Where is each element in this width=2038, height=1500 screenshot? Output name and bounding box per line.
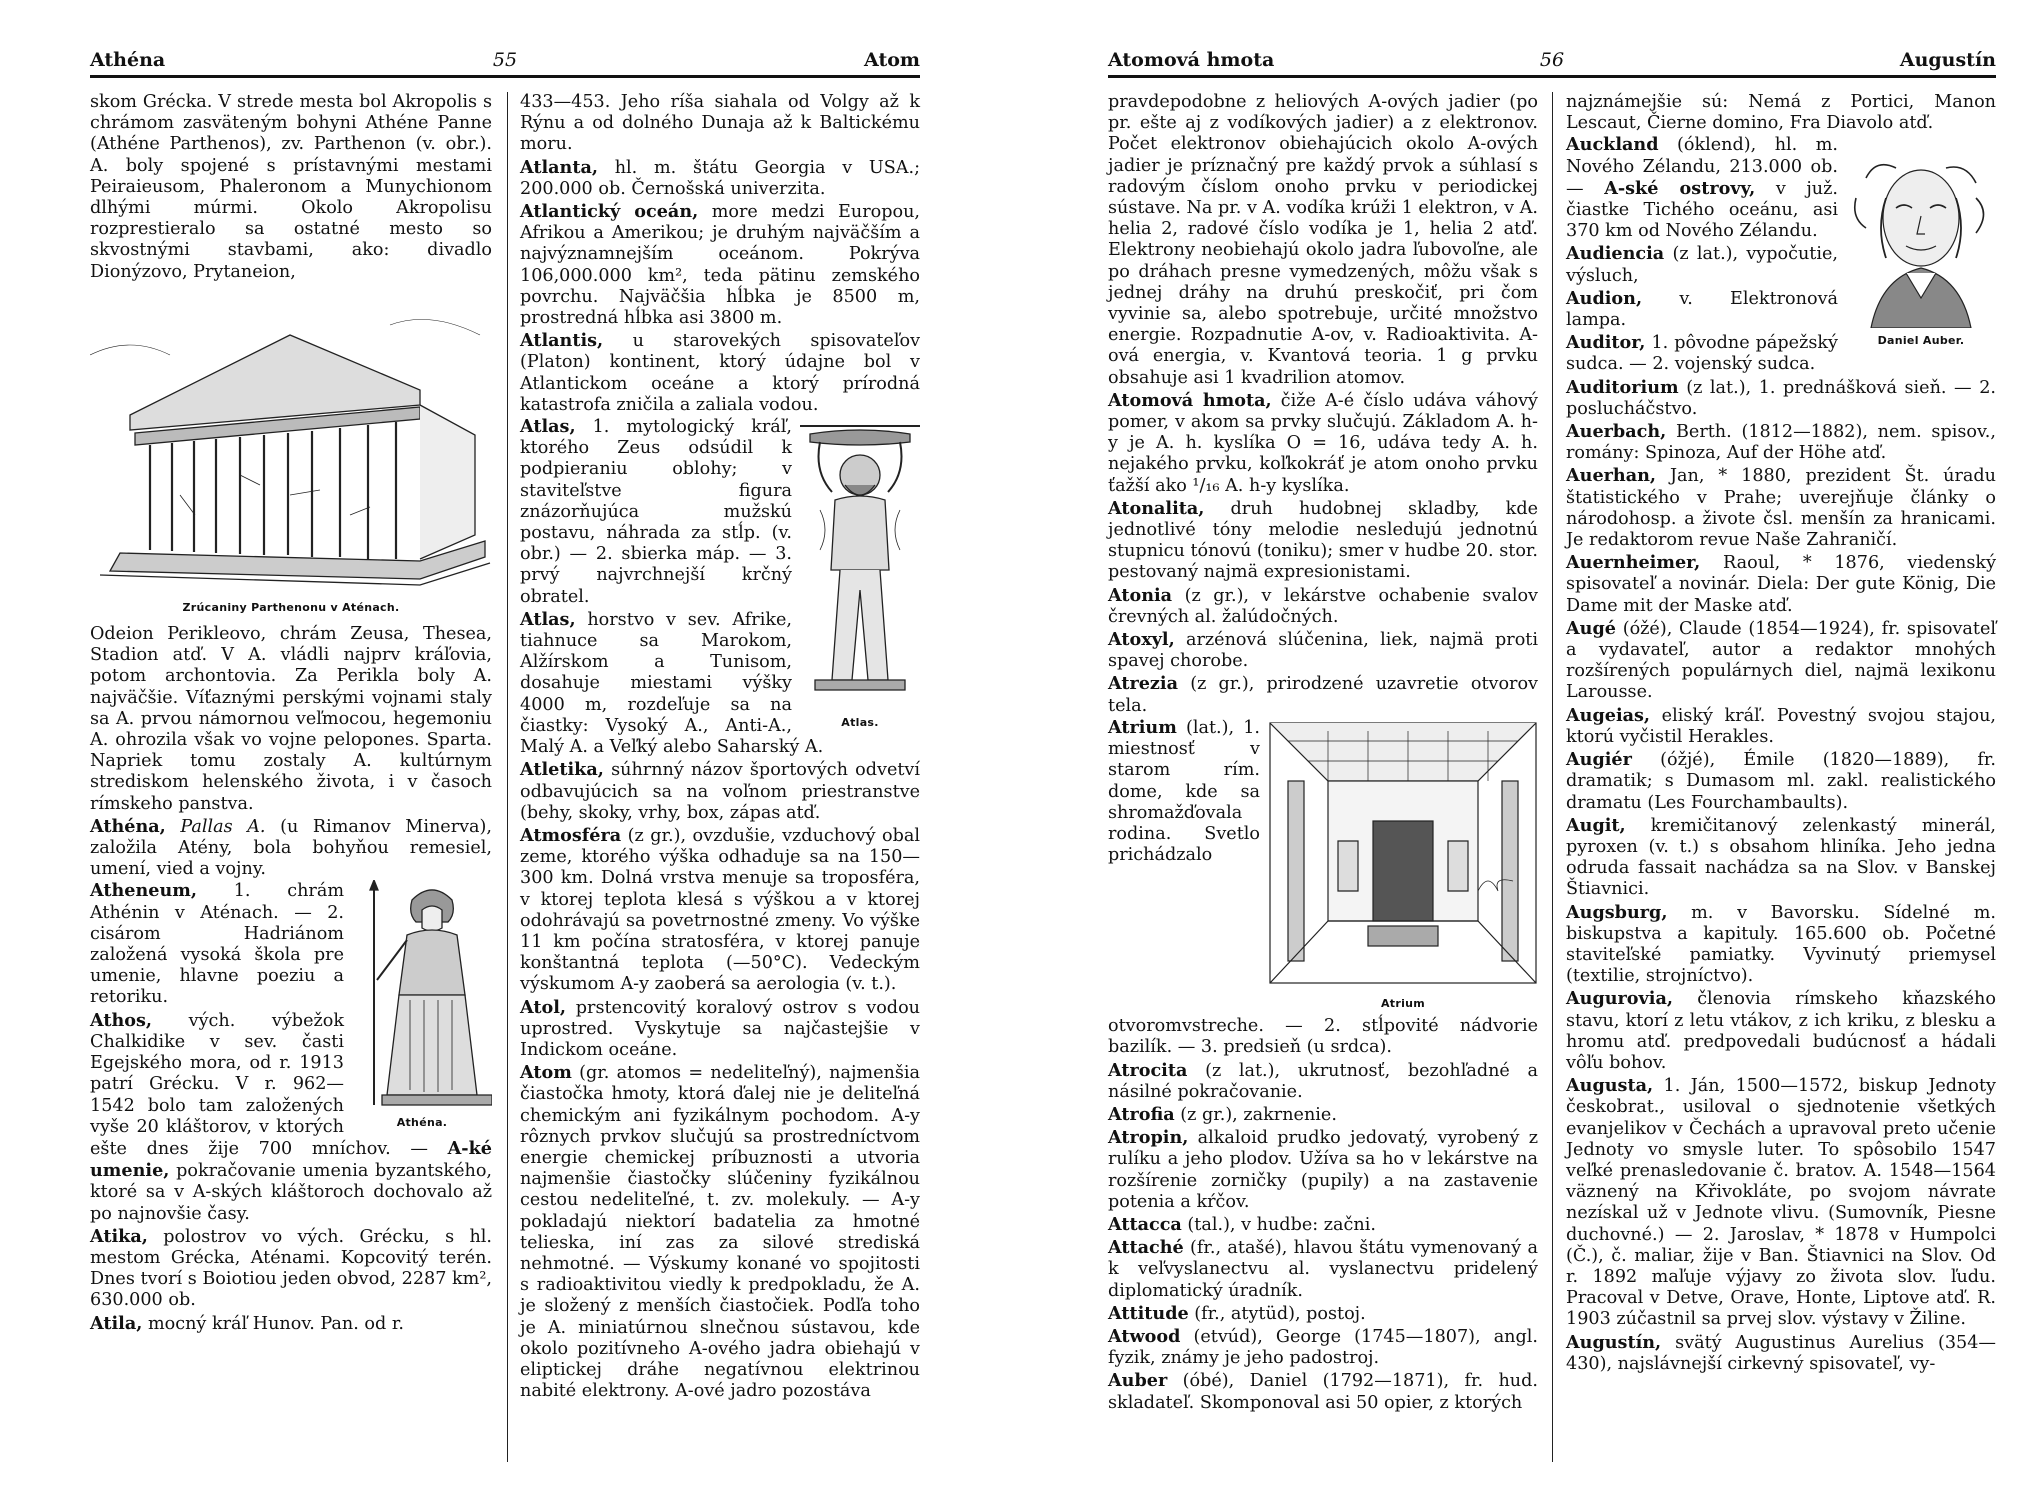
headword: Augurovia, [1566, 988, 1673, 1010]
entry-augit: Augit, kremičitanový zelenkastý minerál, pyroxen (v. t.) s obsahom hliníka. Jeho jedna odruda fassait nachádza sa na Slov. v Banskej Štiavnici. [1566, 814, 1997, 900]
entry-audiencia: Audiencia (z lat.), vypočutie, výsluch, [1566, 243, 1838, 286]
headword: Audion, [1566, 287, 1643, 309]
entry-atmosfera: Atmosféra (z gr.), ovzdušie, vzduchový obal zeme, ktorého výška odhaduje sa na 150—300 km. Dolná vrstva menuje sa troposféra, v ktorej teplota klesá s výškou a v ktorej odohrávajú sa povetrnostné zmeny. Vo výške 11 km počína stratosféra, v ktorej panuje konštantná teplota (—50°C). Vedeckým výskumom A-y zaoberá sa aerologia (v. t.). [520, 824, 921, 995]
entry-atrium: Atrium (lat.), 1. miestnosť v starom rím. dome, kde sa shromažďovala rodina. Svetlo prichádzalo otvoromvstreche. — 2. stĺpovité nádvorie bazilík. — 3. predsieň (u srdca). [1108, 716, 1538, 1058]
entry-auckland: Auckland (óklend), hl. m. Nového Zélandu, 213.000 ob. — A-ské ostrovy, v juž. čiastke Tichého oceánu, asi 370 km od Nového Zélandu. [1566, 134, 1839, 242]
entry-atika: Atika, polostrov vo vých. Grécku, s hl. mestom Grécka, Aténami. Kopcovitý terén. Dnes tvorí s Boiotiou jeden obvod, 2287 km², 630.000 ob. [90, 1225, 492, 1311]
headword: Attitude [1108, 1302, 1189, 1324]
entry-augusta: Augusta, 1. Ján, 1500—1572, biskup Jednoty českobrat., usiloval o sjednotenie všetkých evanjelikov v Čechách a upravoval preto učenie Jednoty vo smysle luter. To spôsobilo 1547 veľké prenasledovanie č. bratov. A. 1548—1564 väznený na Křivokláte, po svojom návrate nezískal už v Jednote vlivu. (Sumovník, Piesne duchovné.) — 2. Jaroslav, * 1878 v Humpolci (Č.), č. maliar, žije v Ban. Štiavnici na Slov. Od r. 1892 maľuje výjavy zo života slov. ľudu. Pracoval v Detve, Orave, Honte, Liptove atď. R. 1903 zúčastnil sa prvej slov. výstavy v Žiline. [1566, 1075, 1996, 1330]
headword: Atrocita [1108, 1059, 1188, 1081]
headword: Auditor, [1566, 332, 1646, 354]
entry-auditorium: Auditorium (z lat.), 1. prednášková sieň. — 2. poslucháčstvo. [1566, 376, 1996, 419]
entry-atlantis: Atlantis, u starovekých spisovateľov (Platon) kontinent, ktorý údajne bol v Atlantickom oceáne a ktorý prírodná katastrofa zničila a zaliala vodou. [520, 330, 921, 415]
column-divider [1552, 92, 1553, 1462]
headword: Augusta, [1566, 1075, 1654, 1097]
right-page-number: 56 [1539, 49, 1565, 71]
left-header-guideword-end: Atom [864, 49, 920, 71]
entry-atheneum: Atheneum, 1. chrám Athénin v Aténach. — 2. cisárom Hadriánom založená vysoká škola pre umenie, hlavne poeziu a retoriku. [90, 880, 344, 1008]
atrium-caption: Atrium [1380, 996, 1426, 1010]
left-page [90, 44, 920, 1464]
entry-atol: Atol, prstencovitý koralový ostrov s vodou uprostred. Vyskytuje sa najčastejšie v Indickom oceáne. [520, 996, 920, 1060]
entry-atila: Atila, mocný kráľ Hunov. Pan. od r. [90, 1312, 404, 1334]
right-running-head [1108, 44, 1996, 78]
headword: Augiér [1566, 749, 1632, 771]
headword: Atol, [520, 996, 567, 1018]
headword: Auerhan, [1566, 465, 1657, 487]
entry-atlanta: Atlanta, hl. m. štátu Georgia v USA.; 200.000 ob. Černošská univerzita. [520, 156, 921, 199]
headword: Augé [1566, 617, 1616, 639]
headword: Atomová hmota, [1108, 389, 1272, 411]
entry-atonia: Atonia (z gr.), v lekárstve ochabenie svalov črevných al. žalúdočných. [1108, 584, 1538, 627]
entry-continuation: 433—453. Jeho ríša siahala od Volgy až k Rýnu a od dolného Dunaja až k Baltickému moru. [520, 92, 920, 155]
headword: Auckland [1566, 134, 1659, 156]
auber-portrait [1846, 138, 1996, 328]
entry-augsburg: Augsburg, m. v Bavorsku. Sídelné m. biskupstva a kapituly. 165.600 ob. Početné staviteľské pamiatky. Vyvinutý priemysel (textilie, strojníctvo). [1566, 901, 1996, 987]
atrium-figure [1268, 721, 1538, 1014]
entry-atoxyl: Atoxyl, arzénová slúčenina, liek, najmä proti spavej chorobe. [1108, 629, 1538, 672]
entry-atletika: Atletika, súhrnný názov športových odvetví odbavujúcich sa na voľnom priestranstve (behy, skoky, vrhy, box, zápas atď. [520, 759, 920, 823]
headword: Augit, [1566, 814, 1626, 836]
entry-atom: Atom (gr. atomos = nedeliteľný), najmenšia čiastočka hmoty, ktorá ďalej nie je deliteľná chemickým ani fyzikálnym pochodom. A-y rôznych prvkov slučujú sa prostredníctvom energie chemickej príbuznosti a utvoria najmenšie čiastočky slúčeniny fyzikálnou cestou nedeliteľné, t. zv. molekuly. — A-y pokladajú niektorí badatelia za hmotné telieska, iní zas za silové strediská nehmotné. — Výskumy konané vo spojitosti s radioaktivitou viedly k predpokladu, že A. je složený z menších čiastočiek. Podľa toho je A. miniatúrnou slnečnou sústavou, kde okolo pozitívneho A-ového jadra obiehajú v eliptickej dráhe negatívnou elektrinou nabité elektrony. A-ové jadro pozostáva [520, 1062, 921, 1402]
entry-atrofia: Atrofia (z gr.), zakrnenie. [1108, 1103, 1337, 1125]
right-column-1 [1108, 92, 1538, 1414]
entry-attacca: Attacca (tal.), v hudbe: začni. [1108, 1213, 1376, 1235]
atrium-illustration [1268, 721, 1538, 991]
entry-auernheimer: Auernheimer, Raoul, * 1876, viedenský spisovateľ a novinár. Diela: Der gute König, Die Dame mit der Maske atď. [1566, 552, 1997, 616]
headword: Attacca [1108, 1213, 1182, 1235]
headword: Atom [520, 1062, 572, 1084]
entry-augustin: Augustín, svätý Augustinus Aurelius (354—430), najslávnejší cirkevný spisovateľ, vy- [1566, 1331, 1996, 1374]
auber-portrait-figure [1846, 138, 1996, 351]
headword: Atletika, [520, 759, 604, 781]
headword: Atonia [1108, 584, 1173, 606]
headword: Augsburg, [1566, 901, 1668, 923]
entry-augurovia: Augurovia, členovia rímskeho kňazského stavu, ktorí z letu vtákov, z ich kriku, z blesku a hromu atď. predpovedali budúcnosť a hádali vôľu bohov. [1566, 988, 1996, 1073]
entry-augier: Augiér (óžjé), Émile (1820—1889), fr. dramatik; s Dumasom ml. zakl. realistického dramatu (Les Fourchambaults). [1566, 749, 1996, 813]
right-header-guideword-end: Augustín [1899, 49, 1996, 71]
atlas-figure [800, 420, 920, 733]
headword: Atrezia [1108, 673, 1179, 695]
headword: Atlantis, [520, 330, 604, 352]
athena-illustration [352, 880, 492, 1110]
left-column-1 [90, 92, 492, 1335]
headword: Atlanta, [520, 156, 598, 178]
entry-atlanticky-ocean: Atlantický oceán, more medzi Europou, Afrikou a Amerikou; je druhým najväčším a najvýznamnejším oceánom. Pokrýva 106,000.000 km², teda pätinu zemského povrchu. Najväčšia hĺbka je 8500 m, prostredná hĺbka asi 3800 m. [520, 201, 920, 329]
headword: Atheneum, [90, 880, 197, 902]
headword: Atila, [90, 1312, 143, 1334]
entry-atropin: Atropin, alkaloid prudko jedovatý, vyrobený z rulíku a jeho plodov. Užíva sa ho v lekárstve na rozšírenie zorničky (pupily) a na zastavenie potenia a kŕčov. [1108, 1127, 1539, 1212]
headword: Auditorium [1566, 376, 1679, 398]
entry-auber: Auber (óbé), Daniel (1792—1871), fr. hud. skladateľ. Skomponoval asi 50 opier, z ktorých [1108, 1370, 1538, 1413]
entry-auerhan: Auerhan, Jan, * 1880, prezident Št. úradu štatistického v Prahe; uverejňuje články o národohosp. a živote čsl. menšín za hranicami. Je redaktorom revue Naše Zahraničí. [1566, 465, 1996, 551]
entry-continuation: najznámejšie sú: Nemá z Portici, Manon Lescaut, Čierne domino, Fra Diavolo atď. [1566, 92, 1996, 134]
entry-athena: Athéna, Pallas A. (u Rimanov Minerva), založila Atény, bola bohyňou remesiel, umení, vied a vojny. [90, 815, 492, 880]
entry-augeias: Augeias, eliský kráľ. Povestný svojou stajou, ktorú vyčistil Herakles. [1566, 704, 1997, 747]
headword: Atropin, [1108, 1127, 1189, 1149]
headword: Atrofia [1108, 1103, 1175, 1125]
headword: Auernheimer, [1566, 552, 1701, 574]
entry-attache: Attaché (fr., atašé), hlavou štátu vymenovaný a k veľvyslanectvu al. vyslanectvu pridelený diplomatický úradník. [1108, 1237, 1538, 1301]
column-divider [507, 92, 508, 1462]
headword: Atmosféra [520, 824, 622, 846]
atlas-caption: Atlas. [841, 716, 879, 730]
entry-auerbach: Auerbach, Berth. (1812—1882), nem. spisov., romány: Spinoza, Auf der Höhe atď. [1566, 421, 1996, 464]
entry-continuation-2: Odeion Perikleovo, chrám Zeusa, Thesea, Stadion atď. V A. vládli najprv kráľovia, potom archontovia. Za Perikla boly A. najväčšie. Víťaznými perskými vojnami staly sa A. prvou námornou veľmocou, hegemoniu A. ohrozila však vo vojne pelopones. Sparta. Napriek tomu zostaly A. kultúrnym strediskom helenského života, i v časoch rímskeho panstva. [90, 624, 492, 814]
entry-atlas-1: Atlas, 1. mytologický kráľ, ktorého Zeus odsúdil k podpieraniu oblohy; v staviteľstve figura znázorňujúca mužskú postavu, náhrada za stĺp. (v. obr.) — 2. sbierka máp. — 3. prvý najvrchnejší krčný obratel. [520, 416, 792, 607]
entry-atonalita: Atonalita, druh hudobnej skladby, kde jednotlivé tóny melodie nesledujú jednotnú stupnicu tónovú (toniku); smer v hudbe 20. stor. pestovaný najmä expresionistami. [1108, 497, 1539, 583]
headword: Atrium [1108, 716, 1177, 738]
right-column-2 [1566, 92, 1996, 1375]
headword: Atlas, [520, 416, 576, 438]
entry-atwood: Atwood (etvúd), George (1745—1807), angl. fyzik, známy je jeho padostroj. [1108, 1325, 1538, 1369]
headword: Atoxyl, [1108, 629, 1175, 651]
athena-figure [352, 880, 492, 1133]
athena-caption: Athéna. [396, 1116, 448, 1130]
left-header-guideword: Athéna [90, 49, 166, 71]
headword: Auber [1108, 1370, 1168, 1392]
parthenon-caption: Zrúcaniny Parthenonu v Aténach. [182, 600, 400, 614]
right-page [1108, 44, 1996, 1464]
headword: Auerbach, [1566, 421, 1667, 443]
entry-continuation: skom Grécka. V strede mesta bol Akropolis s chrámom zasväteným bohyni Athéne Panne (Athéne Parthenos), zv. Parthenon (v. obr.). A. boly spojené s prístavnými mestami Peiraieusom, Phaleronom a Munychionom dlhými múrmi. Okolo Akropolisu rozprestieralo sa ostatné mesto so skvostnými stavbami, ako: divadlo Dionýzovo, Prytaneion, [90, 92, 492, 282]
headword: Augustín, [1566, 1331, 1662, 1353]
headword: Attaché [1108, 1237, 1184, 1259]
entry-continuation: pravdepodobne z heliových A-ových jadier (po pr. ešte aj z vodíkových jadier) a z elektronov. Počet elektronov obiehajúcich okolo A-ových jadier je príznačný pre každý prvok a súhlasí s radovým číslom onoho prvku v periodickej sústave. Na pr. v A. vodíka krúži 1 elektron, v A. helia 2, radové číslo vodíka je 1, helia 2 atď. Elektrony neobiehajú okolo jadra ľubovoľne, ale po dráhach presne vymedzených, môžu však s jednej dráhy na druhú preskočiť, pri čom vyvinie sa, alebo spotrebuje, určité množstvo energie. Rozpadnutie A-ov, v. Radioaktivita. A-ová energia, v. Kvantová teoria. 1 g prvku obsahuje asi 1 kvadrilion atomov. [1108, 92, 1538, 388]
parthenon-illustration [90, 295, 492, 595]
entry-athos: Athos, vých. výbežok Chalkidike v sev. časti Egejského mora, od r. 1913 patrí Grécku. V r. 962—1542 bolo tam založených vyše 20 kláštorov, v ktorých ešte dnes žije 700 mníchov. — A-ké umenie, pokračovanie umenia byzantského, ktoré sa v A-ských kláštoroch dochovalo až po najnovšie časy. [90, 1009, 493, 1224]
headword: Augeias, [1566, 704, 1651, 726]
entry-auditor: Auditor, 1. pôvodne pápežský sudca. — 2. vojenský sudca. [1566, 332, 1838, 375]
headword: Atika, [90, 1225, 148, 1247]
headword: Atwood [1108, 1325, 1181, 1347]
left-page-number: 55 [492, 49, 518, 71]
right-header-guideword: Atomová hmota [1108, 49, 1275, 71]
headword: Athéna, [90, 815, 166, 837]
headword: Audiencia [1566, 243, 1665, 265]
parthenon-figure [90, 295, 492, 618]
entry-atrocita: Atrocita (z lat.), ukrutnosť, bezohľadné a násilné pokračovanie. [1108, 1059, 1539, 1102]
entry-attitude: Attitude (fr., atytüd), postoj. [1108, 1302, 1366, 1324]
headword: Atlantický oceán, [520, 201, 699, 223]
auber-caption: Daniel Auber. [1877, 334, 1965, 348]
entry-atrezia: Atrezia (z gr.), prirodzené uzavretie otvorov tela. [1108, 673, 1538, 716]
left-running-head [90, 44, 920, 78]
headword: Atlas, [520, 608, 576, 630]
headword: Atonalita, [1108, 497, 1205, 519]
headword: Athos, [90, 1009, 153, 1031]
entry-atlas-2: Atlas, horstvo v sev. Afrike, tiahnuce sa Marokom, Alžírskom a Tunisom, dosahuje miestami výšky 4000 m, rozdeľuje sa na čiastky: Vysoký A., Anti-A., Malý A. a Veľký alebo Saharský A. [520, 608, 824, 758]
atlas-illustration [800, 420, 920, 710]
left-column-2 [520, 92, 920, 1402]
entry-atomova-hmota: Atomová hmota, čiže A-é číslo udáva váhový pomer, v akom sa prvky slučujú. Základom A. h-y je A. h. kyslíka O = 16, udáva tedy A. h. nejakého prvku, koľkokráť je atom onoho prvku ťažší ako ¹/₁₆ A. h-y kyslíka. [1108, 389, 1538, 496]
entry-auge: Augé (óžé), Claude (1854—1924), fr. spisovateľ a vydavateľ, autor a redaktor mnohých rozšírených populárnych diel, najmä lexikonu Larousse. [1566, 617, 1996, 703]
entry-audion: Audion, v. Elektronová lampa. [1566, 287, 1838, 331]
